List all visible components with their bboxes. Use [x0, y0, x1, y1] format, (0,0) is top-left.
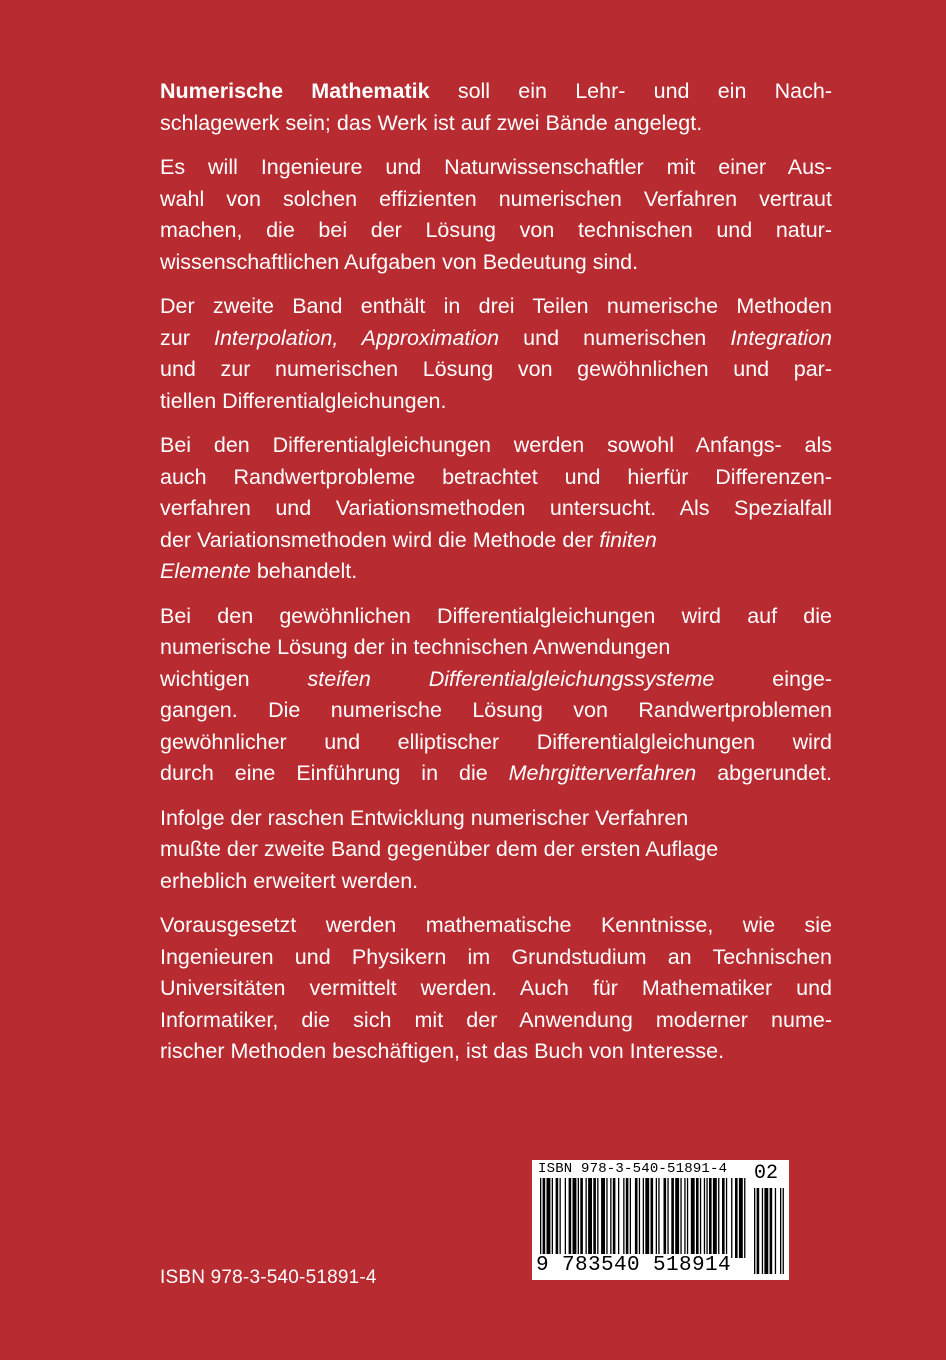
barcode-bar [578, 1178, 579, 1258]
barcode-bar [630, 1178, 631, 1258]
barcode-bar [639, 1178, 640, 1258]
barcode-bar [588, 1178, 592, 1258]
text-line: Bei den gewöhnlichen Differentialgleichungen wird auf die [160, 603, 832, 628]
barcode-bar [618, 1178, 619, 1258]
barcode-isbn-label: ISBN 978-3-540-51891-4 [538, 1161, 728, 1177]
barcode-bar [565, 1178, 566, 1258]
barcode-bar [552, 1178, 553, 1258]
barcode-bar [556, 1178, 559, 1258]
barcode-bar [623, 1178, 624, 1258]
text-line: rischer Methoden beschäftigen, ist das Buch von Interesse. [160, 1039, 725, 1063]
text-line: gangen. Die numerische Lösung von Randwertproblemen [160, 698, 832, 722]
barcode-bar [675, 1178, 679, 1258]
text-line: Infolge der raschen Entwicklung numerischer Verfahren [160, 805, 689, 830]
paragraph-ordinary-equations [160, 601, 832, 790]
barcode-bar [739, 1178, 743, 1258]
barcode-bar [706, 1178, 707, 1258]
barcode-bar [586, 1178, 587, 1258]
barcode-addon-bar [783, 1188, 784, 1274]
barcode-bar [560, 1178, 561, 1258]
barcode-bar [664, 1178, 667, 1258]
text-line: mußte der zweite Band gegenüber dem der ersten Auflage [160, 837, 719, 861]
back-cover-description [160, 76, 832, 1081]
barcode-bar [691, 1178, 695, 1258]
italic-term: Integration [730, 325, 832, 350]
text-line: Elemente behandelt. [160, 559, 358, 583]
text-line: gewöhnlicher und elliptischer Differentialgleichungen wird [160, 729, 832, 754]
text-line: Informatiker, die sich mit der Anwendung moderner nume- [160, 1007, 832, 1032]
text-line: Vorausgesetzt werden mathematische Kenntnisse, wie sie [160, 913, 832, 937]
barcode-bar [713, 1178, 717, 1258]
barcode-bar [643, 1178, 644, 1258]
isbn-text: ISBN 978-3-540-51891-4 [160, 1267, 377, 1288]
barcode-bar [658, 1178, 659, 1258]
paragraph-intro [160, 76, 832, 139]
barcode-bar [726, 1178, 727, 1258]
italic-term: steifen Differentialgleichungssysteme [307, 666, 715, 691]
barcode-bar [722, 1178, 725, 1258]
barcode-addon-bar [770, 1188, 773, 1274]
barcode-addon-bar [754, 1188, 755, 1274]
paragraph-audience [160, 152, 832, 278]
paragraph-prerequisites [160, 910, 832, 1068]
italic-term: Interpolation, Approximation [214, 325, 500, 350]
barcode-bar [684, 1178, 685, 1258]
barcode-bar [593, 1178, 596, 1258]
text-line: erheblich erweitert werden. [160, 868, 419, 893]
text-line: numerische Lösung der in technischen Anwendungen [160, 635, 671, 659]
text-line: durch eine Einführung in die Mehrgitterverfahren abgerundet. [160, 761, 832, 785]
text-line: schlagewerk sein; das Werk ist auf zwei Bände angelegt. [160, 110, 703, 135]
barcode-bar [540, 1178, 541, 1258]
barcode-bar [635, 1178, 638, 1258]
italic-term: finiten [599, 527, 657, 552]
text-line: Es will Ingenieure und Naturwissenschaftler mit einer Aus- [160, 155, 832, 179]
barcode-addon-bar [764, 1188, 768, 1274]
barcode-bar [667, 1178, 668, 1258]
italic-term: Mehrgitterverfahren [508, 761, 697, 785]
text-line: wissenschaftlichen Aufgaben von Bedeutung sind. [160, 249, 639, 274]
barcode-addon-bar [775, 1188, 776, 1274]
text-line: Universitäten vermittelt werden. Auch für Mathematiker und [160, 976, 832, 1000]
text-line: zur Interpolation, Approximation und numerischen Integration [160, 325, 832, 350]
barcode-addon-bar [780, 1188, 781, 1274]
barcode-bar [626, 1178, 629, 1258]
barcode-bar [731, 1178, 732, 1258]
barcode-bar [671, 1178, 674, 1258]
barcode-box [532, 1160, 789, 1280]
text-line: Bei den Differentialgleichungen werden sowohl Anfangs- als [160, 433, 832, 457]
barcode-bar [580, 1178, 583, 1258]
barcode-addon-digits: 02 [754, 1162, 779, 1185]
text-line: Numerische Mathematik soll ein Lehr- und ein Nach- [160, 79, 832, 103]
barcode-bar [700, 1178, 701, 1258]
barcode-bar [573, 1178, 577, 1258]
paragraph-differential-equations [160, 430, 832, 588]
book-title: Numerische Mathematik [160, 79, 430, 103]
text-line: Ingenieuren und Physikern im Grundstudium an Technischen [160, 944, 832, 969]
paragraph-second-edition [160, 803, 832, 898]
text-line: tiellen Differentialgleichungen. [160, 388, 447, 413]
text-line: wichtigen steifen Differentialgleichungssysteme einge- [160, 666, 832, 691]
barcode-bar [645, 1178, 649, 1258]
barcode-bar [696, 1178, 699, 1258]
barcode-bar [606, 1178, 607, 1258]
barcode-bar [687, 1178, 688, 1258]
italic-term: Elemente [160, 559, 251, 583]
barcode-digits: 9 783540 518914 [536, 1254, 732, 1277]
barcode-bar [656, 1178, 657, 1258]
barcode-bar [735, 1178, 738, 1258]
barcode-bar [744, 1178, 745, 1258]
barcode-bar [547, 1178, 551, 1258]
barcode-bar [704, 1178, 705, 1258]
barcode-bar [613, 1178, 616, 1258]
barcode-bar [680, 1178, 681, 1258]
barcode-bar [601, 1178, 605, 1258]
barcode-bar [718, 1178, 719, 1258]
barcode-addon-bar [757, 1188, 760, 1274]
paragraph-contents [160, 291, 832, 417]
text-line: und zur numerischen Lösung von gewöhnlichen und par- [160, 357, 832, 381]
text-line: verfahren und Variationsmethoden untersucht. Als Spezialfall [160, 496, 832, 520]
text-line: machen, die bei der Lösung von technischen und natur- [160, 218, 832, 242]
text-line: Der zweite Band enthält in drei Teilen numerische Methoden [160, 294, 832, 318]
barcode-bar [597, 1178, 598, 1258]
text-line: wahl von solchen effizienten numerischen Verfahren vertraut [160, 186, 832, 211]
barcode-bar [709, 1178, 712, 1258]
barcode-bar [651, 1178, 654, 1258]
barcode-bar [543, 1178, 546, 1258]
barcode-bar [569, 1178, 572, 1258]
text-line: auch Randwertprobleme betrachtet und hierfür Differenzen- [160, 464, 832, 489]
barcode-bar [610, 1178, 611, 1258]
barcode-addon-bar [762, 1188, 763, 1274]
text-line: der Variationsmethoden wird die Methode der finiten [160, 527, 657, 552]
